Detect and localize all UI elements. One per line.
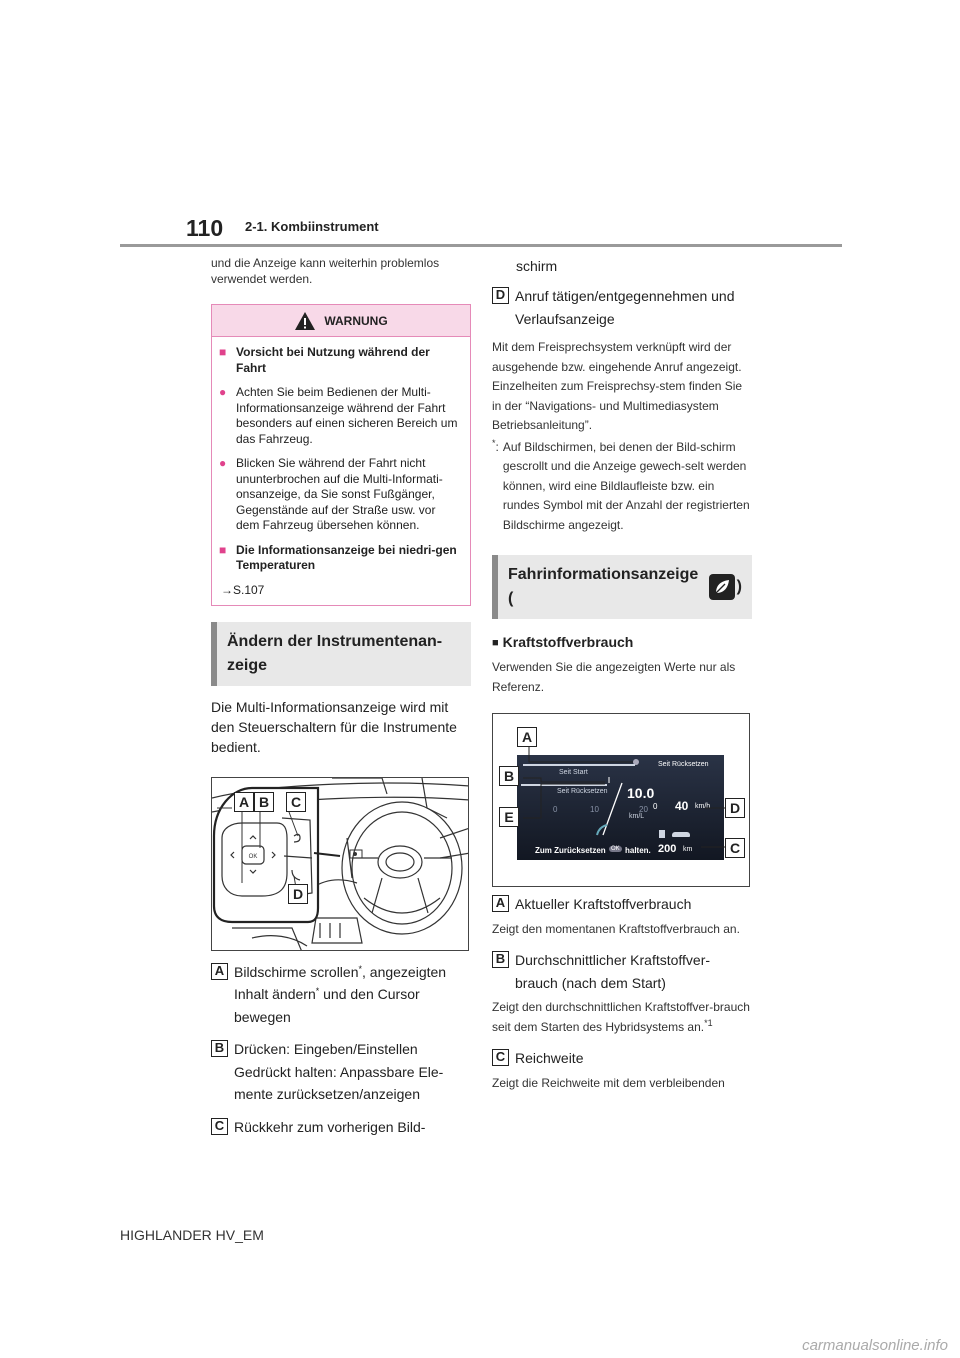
square-bullet-icon: ■ xyxy=(492,637,499,649)
list-item-text: Durchschnittlicher Kraftstoffver-brauch (nach dem Start) xyxy=(515,952,711,991)
label-box: B xyxy=(492,951,509,968)
list-item-text: Bildschirme scrollen*, angezeigten Inhalt ändern* und den Cursor bewegen xyxy=(234,963,447,1025)
page-number: 110 xyxy=(186,215,224,241)
list-item-text: Aktueller Kraftstoffverbrauch xyxy=(515,896,692,912)
section-heading: Fahrinformationsanzeige ( ) xyxy=(492,555,752,619)
intro-paragraph: Die Multi-Informationsanzeige wird mit den Steuerschaltern für die Instrumente bedient. xyxy=(211,698,457,755)
square-bullet-icon: ■ xyxy=(219,345,227,359)
sub-heading: ■ Kraftstoffverbrauch xyxy=(492,634,634,650)
list-item xyxy=(492,1047,752,1070)
label-box: B xyxy=(211,1040,228,1057)
label-box: A xyxy=(211,963,228,980)
warning-icon xyxy=(294,311,316,331)
square-bullet-icon: ■ xyxy=(219,542,227,557)
continued-text: schirm xyxy=(516,258,558,274)
figure-label-d: D xyxy=(725,798,745,818)
list-item xyxy=(492,949,752,994)
figure-label-b: B xyxy=(254,792,274,812)
figure-label-a: A xyxy=(234,792,254,812)
list-item xyxy=(211,1038,471,1106)
label-box: D xyxy=(492,287,509,304)
figure-label-a: A xyxy=(517,727,537,747)
label-box: A xyxy=(492,895,509,912)
figure-label-c: C xyxy=(286,792,306,812)
reference-note: Verwenden Sie die angezeigten Werte nur als Referenz. xyxy=(492,660,736,694)
warning-title: WARNUNG xyxy=(324,313,388,328)
left-column xyxy=(211,255,471,1138)
label-box: C xyxy=(492,1049,509,1066)
warning-item: ● Achten Sie beim Bedienen der Multi-Informationsanzeige während der Fahrt besonders auf einen sicheren Bereich um das Fahrzeug. xyxy=(219,385,458,446)
page-reference-link[interactable]: →S.107 xyxy=(221,582,265,597)
list-item-text: Anruf tätigen/entgegennehmen und Verlaufsanzeige xyxy=(515,288,735,327)
list-item-text: Drücken: Eingeben/Einstellen Gedrückt halten: Anpassbare Ele-mente zurücksetzen/anzeigen xyxy=(234,1041,444,1102)
footer-model: HIGHLANDER HV_EM xyxy=(120,1227,264,1243)
watermark: carmanualsonline.info xyxy=(802,1337,948,1354)
figure-label-b: B xyxy=(499,766,519,786)
list-item xyxy=(492,285,752,330)
list-item xyxy=(211,1116,471,1139)
label-box: C xyxy=(211,1118,228,1135)
list-item-text: Rückkehr zum vorherigen Bild- xyxy=(234,1118,426,1135)
list-item-text: Reichweite xyxy=(515,1050,584,1066)
warning-item: ■ Die Informationsanzeige bei niedri-gen Temperaturen xyxy=(219,542,457,572)
circle-bullet-icon: ● xyxy=(219,385,227,399)
section-heading: Ändern der Instrumentenan-zeige xyxy=(211,622,471,686)
svg-text:OK: OK xyxy=(248,853,258,860)
header-rule xyxy=(120,244,842,247)
leaf-icon xyxy=(709,574,735,600)
circle-bullet-icon: ● xyxy=(219,456,227,470)
right-column xyxy=(492,255,752,1093)
warning-header xyxy=(212,305,470,337)
warning-item: ● Blicken Sie während der Fahrt nicht ununterbrochen auf die Multi-Informati-onsanzeige, da Sie sonst Fußgänger, Gegenstände auf der Straße usw. vor dem Fahrzeug übersehen können. xyxy=(219,456,443,532)
item-description: Zeigt die Reichweite mit dem verbleibenden xyxy=(492,1075,725,1090)
list-item xyxy=(211,961,471,1029)
warning-box xyxy=(211,304,471,606)
hands-free-paragraph: Mit dem Freisprechsystem verknüpft wird der ausgehende bzw. eingehende Anruf angezeigt. Einzelheiten zum Freisprechsy-stem finden Sie in der “Navigations- und Multimediasystem Betriebsanleitung”. xyxy=(492,340,743,432)
figure-label-e: E xyxy=(499,807,519,827)
intro-text: und die Anzeige kann weiterhin problemlos verwendet werden. xyxy=(211,256,440,286)
warning-item: ■ Vorsicht bei Nutzung während der Fahrt xyxy=(219,345,430,375)
fuel-display-figure xyxy=(492,713,750,887)
figure-label-d: D xyxy=(288,884,308,904)
item-description: Zeigt den durchschnittlichen Kraftstoffver-brauch seit dem Starten des Hybridsystems an.$^{*1}$ xyxy=(492,1000,750,1034)
footnote: *: Auf Bildschirmen, bei denen der Bild-schirm gescrollt und die Anzeige gewech-selt werden können, wird eine Bildlaufleiste bzw. ein rundes Symbol mit der Anzahl der registrierten Bildschirme angezeigt. xyxy=(492,437,750,532)
figure-label-c: C xyxy=(725,838,745,858)
list-item xyxy=(492,893,752,916)
steering-switch-figure xyxy=(211,777,469,951)
cluster-display: Seit Start Seit Rücksetzen 10.0 0 10 20 km/L Seit Rücksetzen 0 40 km/h Zum Zurücksetzen OK halten. 200 km xyxy=(517,755,724,860)
warning-body xyxy=(212,337,470,605)
item-description: Zeigt den momentanen Kraftstoffverbrauch an. xyxy=(492,921,740,936)
section-title: 2-1. Kombiinstrument xyxy=(245,219,379,234)
